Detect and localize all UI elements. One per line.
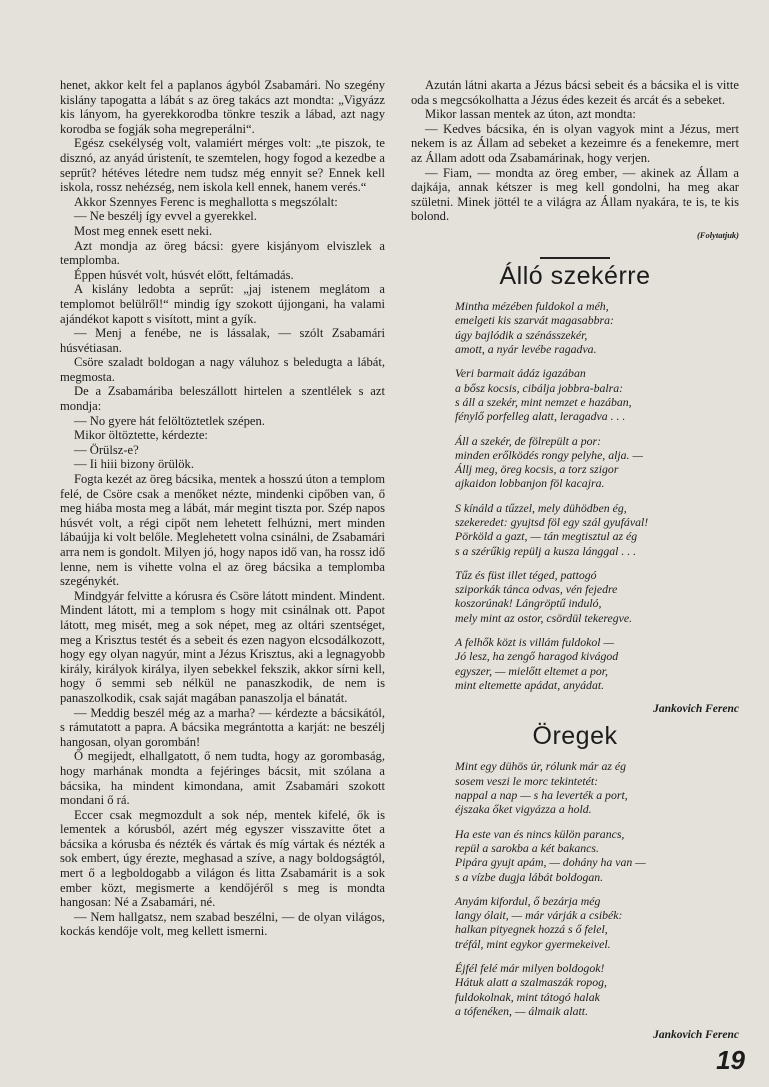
poem-line: mely mint az ostor, csördül tekeregve. — [455, 610, 633, 625]
paragraph: Mikor öltöztette, kérdezte: — [74, 428, 208, 443]
paragraph: — Örülsz-e? — [74, 442, 139, 457]
poem-line: Pörköld a gazt, — tán megtisztul az ég — [455, 529, 638, 544]
poem-line: Áll a szekér, de fölrepült a por: — [455, 433, 602, 448]
paragraph: — Ii hiii bizony örülök. — [74, 457, 194, 472]
paragraph: De a Zsabamáriba beleszállott hirtelen a szentlélek s azt mondja: — [60, 384, 385, 414]
paragraph: Mindgyár felvitte a kórusra és Csöre látott mindent. Mindent. Mindent látott, mi a templom s hogy mit csinálnak ott. Papot látott, meg misét, meg a sok népet, meg az oltári szentséget, meg a Krisztus testét és a sebeit és ezen nagyon elcsodálkozott, hogy egy olyan nagyúr, mint a Jézus Krisztus, aki a legnagyobb király, királyok királya, ilyen sebekkel fekszik, akkor sírni kell, hogy ő semmi seb nélkül ne panaszkodik, de nem is panaszolkodik, csak saját magában panaszolja el bánatát. — [60, 588, 385, 705]
paragraph: — Menj a fenébe, ne is lássalak, — szólt Zsabamári húsvétiasan. — [60, 326, 385, 355]
poem-line: fuldokolnak, mint tátogó halak — [455, 989, 600, 1004]
poem-line: s áll a szekér, mint nemzet e hazában, — [455, 394, 632, 409]
poem-line: a tófenéken, — álmaik alatt. — [455, 1003, 589, 1018]
stanza — [455, 434, 739, 491]
poem-line: A felhők közt is villám fuldokol — — [455, 635, 615, 650]
paragraph: — Nem hallgatsz, nem szabad beszélni, — de olyan világos, kockás kendője volt, meg kellett ismerni. — [60, 909, 385, 939]
poem-line: Pipára gyujt apám, — dohány ha van — — [455, 855, 646, 870]
paragraph: — Ne beszélj így evvel a gyerekkel. — [74, 209, 257, 224]
poem-line: nappal a nap — s ha leverték a port, — [455, 788, 628, 803]
poem-title: Öregek — [532, 721, 618, 750]
poem-line: Tűz és füst illet téged, pattogó — [455, 567, 597, 582]
poem-line: szekeredet: gyujtsd föl egy szál gyufával! — [455, 514, 649, 529]
paragraph: Ő megijedt, elhallgatott, ő nem tudta, hogy az gorombaság, hogy marhának mondta a fejéringes bácsit, mit szólana a bácsika, ha mindent kimondana, amit Zsabamári szokott mondani ő rá. — [60, 749, 385, 808]
paragraph: Azt mondja az öreg bácsi: gyere kisjányom elviszlek a templomba. — [60, 238, 385, 268]
stanza — [455, 827, 739, 884]
paragraph: Most meg ennek esett neki. — [74, 223, 213, 238]
poem-line: fénylő porfelleg alatt, leragadva . . . — [455, 409, 626, 424]
poem-line: egyszer, — mielőtt eltemet a por, — [455, 663, 609, 678]
paragraph: henet, akkor kelt fel a paplanos ágyból Zsabamári. No szegény kislány tapogatta a lábát s az öreg takács azt mondta: „Vigyázz kis lányom, ha gyerekkorodba tönkre teszik a lábad, azt nagy korodba se fogják soha megreperálni“. — [60, 78, 385, 136]
poem-line: minden erőlködés rongy pelyhe, alja. — — [455, 447, 643, 462]
poem-line: sosem veszi le morc tekintetét: — [455, 773, 599, 788]
poem-body — [411, 299, 739, 692]
poem-line: langy ólait, — már várják a csibék: — [455, 908, 623, 923]
stanza — [455, 759, 739, 816]
paragraph: Akkor Szennyes Ferenc is meghallotta s megszólalt: — [74, 194, 338, 209]
poem-line: koszorúnak! Lángröptű induló, — [455, 596, 602, 611]
poem-line: tréfál, mint egykor gyermekeivel. — [455, 936, 611, 951]
stanza — [455, 568, 739, 625]
paragraph: — Fiam, — mondta az öreg ember, — akinek az Állam a dajkája, annak kétszer is meg kell gondolni, ha meg akar születni. Minek jöttél te a világra az Állam nyakára, te is, te kis bolond. — [411, 165, 739, 224]
poem-line: s a vízbe dugja lábát boldogan. — [455, 869, 604, 884]
paragraph: Fogta kezét az öreg bácsika, mentek a hosszú úton a templom felé, de Csöre csak a menőket nézte, mindenki cipőben van, ő meg hiába mosta meg a lábát, már megint tiszta por. Szép napos húsvét volt, a régi cipőt nem lehetett felhúzni, mert minden lábaújja ki volt belőle. Meglehetett volna csinálni, de Zsabamári arra nem is gondolt. Milyen jó, hogy napos idő van, ha rossz idő lenne, nem is vihette volna el az öreg bácsika a templomba szegénykét. — [60, 472, 385, 589]
poem-line: amott, a nyár levébe ragadva. — [455, 342, 597, 357]
paragraph: Eccer csak megmozdult a sok nép, mentek kifelé, ők is lementek a kórusból, azért még egyszer visszavitte őtet a bácsika a kórusba és nézték és vártak és míg vártak és nézték a sok embert, úgy érezte, meghasad a szíve, a nagy boldogságtól, mert ő a legboldogabb a világon és litta Zsabamárit is a sok ember közt, megismerte a kendőjéről s meg is mondta hangosan: Né a Zsabamári, né. — [60, 807, 385, 910]
stanza — [455, 366, 739, 423]
poem-line: Állj meg, öreg kocsis, a torz szigor — [455, 462, 619, 477]
right-column — [411, 78, 739, 1055]
poem-line: Mintha mézében fuldokol a méh, — [455, 299, 609, 314]
stanza — [455, 635, 739, 692]
page-number: 19 — [716, 1045, 745, 1075]
poem-line: ajkaidon lobbanjon föl kacajra. — [455, 476, 605, 491]
poem-line: sziporkák tánca odvas, vén fejedre — [455, 582, 618, 597]
poem-line: Mint egy dühös úr, rólunk már az ég — [455, 759, 627, 774]
poem-line: Hátuk alatt a szalmaszák ropog, — [455, 975, 607, 990]
divider — [540, 257, 610, 259]
poem-author: Jankovich Ferenc — [653, 1029, 739, 1042]
paragraph: Egész csekélység volt, valamiért mérges volt: „te piszok, te disznó, az anyád úristenít, te szemtelen, hogy fogod a kezedbe a seprűt? hétéves létedre nem tudsz még ennyit se? Ennek kell iskola, rossz nehézség, nem iskola kell ennek, hanem verés.“ — [60, 136, 385, 195]
poem-line: Veri barmait ádáz igazában — [455, 366, 586, 381]
poem-line: repül a sarokba a két bakancs. — [455, 840, 599, 855]
stanza — [455, 894, 739, 951]
paragraph: Mikor lassan mentek az úton, azt mondta: — [425, 107, 636, 122]
poem-line: emelgeti kis szarvát magasabbra: — [455, 313, 614, 328]
poem-line: Ha este van és nincs külön parancs, — [455, 826, 625, 841]
poem-line: mint eltemette apádat, anyádat. — [455, 677, 605, 692]
paragraph: — No gyere hát felöltöztetlek szépen. — [74, 413, 265, 428]
poem-line: Éjfél felé már milyen boldogok! — [455, 961, 605, 975]
poem-author: Jankovich Ferenc — [653, 703, 739, 716]
poem-line: S kínáld a tűzzel, mely dühödben ég, — [455, 500, 627, 515]
poem-line: halkan pityegnek hozzá s ő felel, — [455, 922, 608, 937]
poem-line: éjszaka őket vigyázza a hold. — [455, 802, 592, 817]
continued-note: (Folytatjuk) — [696, 229, 739, 240]
poem-line: úgy bajlódik a szénásszekér, — [455, 327, 588, 342]
stanza — [455, 961, 739, 1018]
paragraph: — Kedves bácsika, én is olyan vagyok mint a Jézus, mert nekem is az Állam ad sebeket a kezeimre és a fenekemre, mert az Állam adott oda Zsabamárinak, hogy verjen. — [411, 121, 739, 165]
poem-line: Jó lesz, ha zengő haragod kivágod — [455, 649, 619, 664]
poem-title: Álló szekérre — [499, 261, 651, 290]
paragraph: — Meddig beszél még az a marha? — kérdezte a bácsikától, s rámutatott a papra. A bácsika megrántotta a karját: ne beszélj hangosan, olyan gorombán! — [60, 705, 385, 749]
poem-body — [411, 759, 739, 1018]
paragraph: Csöre szaladt boldogan a nagy váluhoz s beledugta a lábát, megmosta. — [60, 355, 385, 384]
paragraph: A kislány ledobta a seprűt: „jaj istenem meglátom a templomot belülről!“ mindig így szokott újjongani, ha valami ajándékot kapott s visított, mint a gyík. — [60, 282, 385, 326]
poem-line: s a szérűkig repülj a kusza lánggal . . . — [455, 543, 637, 558]
poem-line: a bősz kocsis, cibálja jobbra-balra: — [455, 380, 624, 395]
poem-line: Anyám kifordul, ő bezárja még — [455, 893, 601, 908]
stanza — [455, 501, 739, 558]
stanza — [455, 299, 739, 356]
left-column — [60, 78, 385, 939]
paragraph: Éppen húsvét volt, húsvét előtt, feltámadás. — [74, 267, 294, 282]
paragraph: Azután látni akarta a Jézus bácsi sebeit és a bácsika el is vitte oda s megcsókolhatta a Jézus édes kezeit és arcát és a sebeket. — [411, 78, 739, 107]
